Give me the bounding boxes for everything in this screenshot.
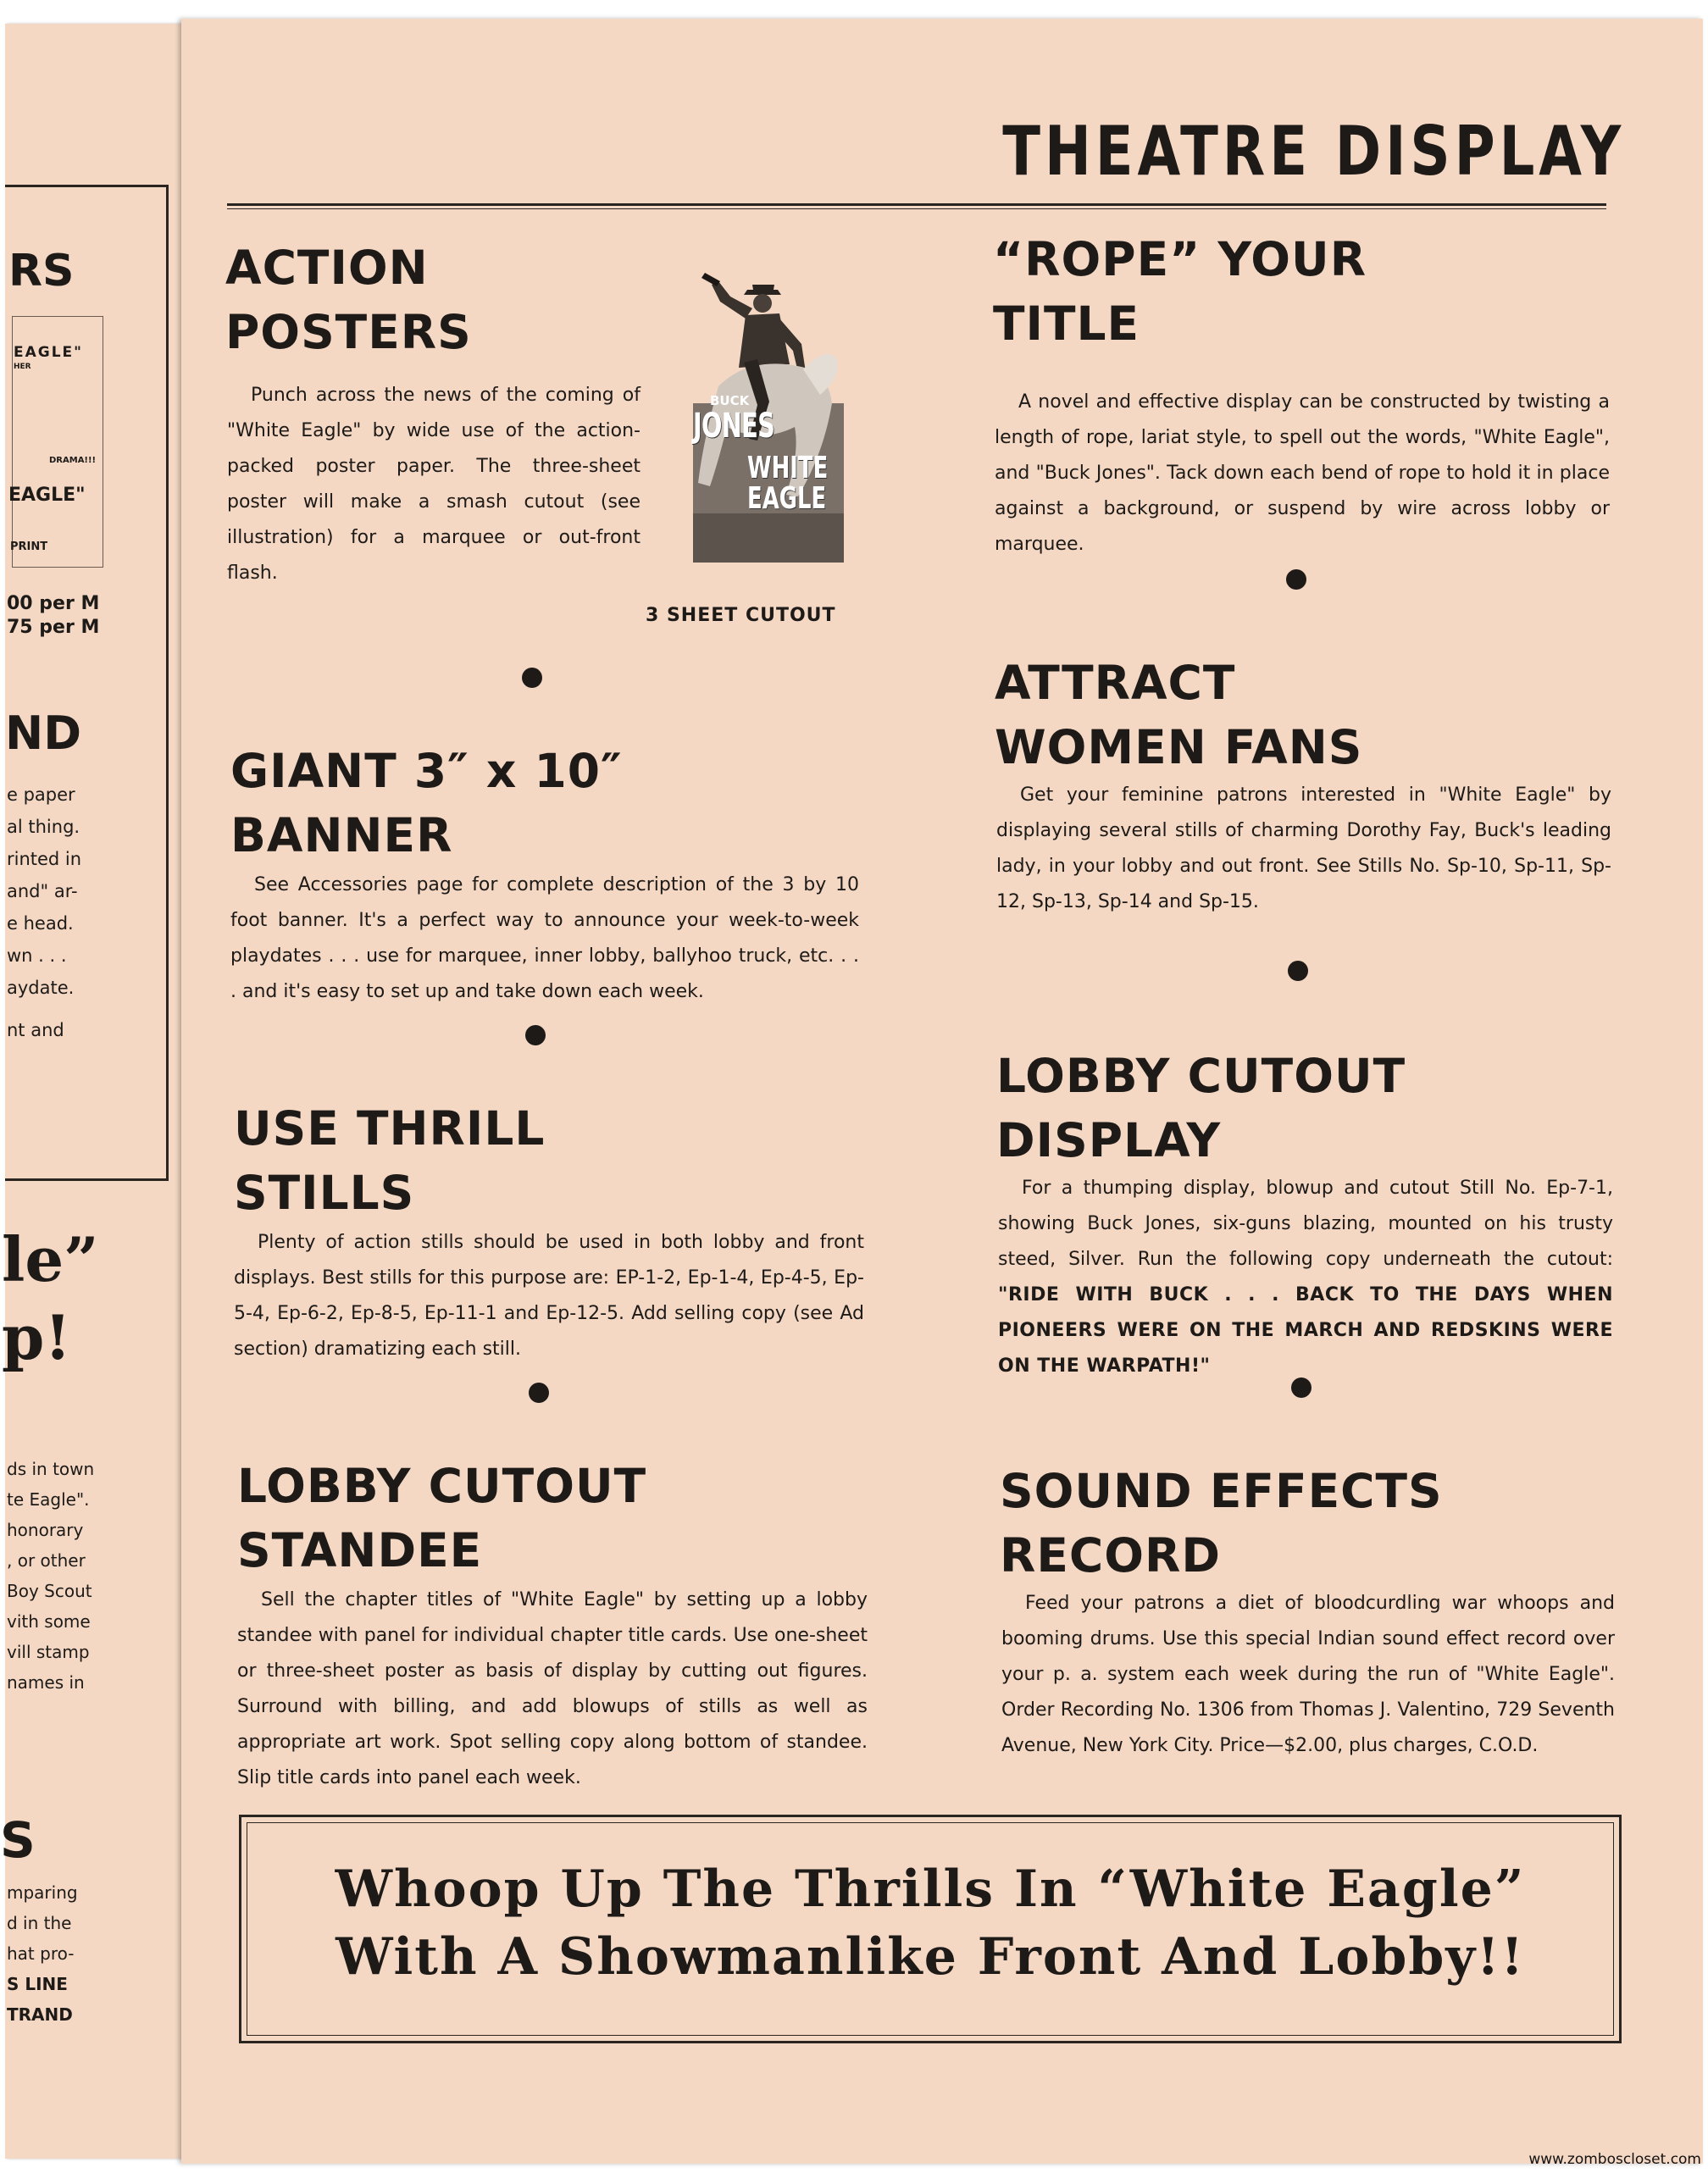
- poster-star-name: JONES: [693, 407, 775, 446]
- section-divider-bullet: [522, 668, 542, 688]
- three-sheet-poster-image: [693, 259, 844, 563]
- left-fragment: ND: [5, 707, 82, 760]
- left-fragment: HER: [14, 363, 31, 371]
- lobby-display-title: LOBBY CUTOUT DISPLAY: [996, 1049, 1406, 1167]
- left-fragment: DRAMA!!!: [49, 456, 97, 465]
- left-fragment: EAGLE": [14, 344, 84, 361]
- banner-slogan-line1: Whoop Up The Thrills In “White Eagle”: [335, 1860, 1526, 1919]
- giant-banner-title: GIANT 3″ x 10″ BANNER: [230, 744, 623, 862]
- women-fans-body: Get your feminine patrons interested in "White Eagle" by displaying several stills of charming Dorothy Fay, Buck's leading lady, in your lobby and out front. See Stills No. Sp-10, Sp-11, Sp-12, Sp-13, Sp-14 and Sp-15.: [996, 784, 1611, 912]
- left-fragment: and" ar-: [7, 881, 78, 901]
- lobby-display-body: [998, 1171, 1613, 1384]
- left-fragment: ds in town: [7, 1459, 95, 1479]
- poster-caption: 3 SHEET CUTOUT: [646, 605, 836, 626]
- action-posters-body: Punch across the news of the coming of "White Eagle" by wide use of the action-packed poster paper. The three-sheet poster will make a smash cutout (see illustration) for a marquee or out-front flash.: [227, 385, 640, 584]
- left-fragment: S: [0, 1811, 36, 1869]
- women-fans-title: ATTRACT WOMEN FANS: [995, 656, 1363, 774]
- left-fragment: aydate.: [7, 978, 75, 998]
- sound-effects-body: Feed your patrons a diet of bloodcurdling war whoops and booming drums. Use this special Indian sound effect record over your p. a. system each week during the run of "White Eagle". Order Recording No. 1306 from Thomas J. Valentino, 729 Seventh Avenue, New York City. Price—$2.00, plus charges, C.O.D.: [1001, 1593, 1615, 1756]
- pressbook-page: [181, 19, 1703, 2164]
- sound-effects-title: SOUND EFFECTS RECORD: [1000, 1464, 1443, 1583]
- lobby-standee-body: Sell the chapter titles of "White Eagle" by setting up a lobby standee with panel for individual chapter title cards. Use one-sheet or three-sheet poster as basis of display by cutting out figures. Surround with billing, and add blowups of stills as well as appropriate art work. Spot selling copy along bottom of standee. Slip title cards into panel each week.: [237, 1589, 868, 1788]
- left-fragment: rinted in: [7, 849, 82, 869]
- thrill-stills-body: Plenty of action stills should be used in both lobby and front displays. Best stills for this purpose are: EP-1-2, Ep-1-4, Ep-4-5, Ep-5-4, Ep-6-2, Ep-8-5, Ep-11-1 and Ep-12-5. Add selling copy (see Ad section) dramatizing each still.: [234, 1232, 864, 1360]
- left-fragment: EAGLE": [8, 485, 86, 506]
- lobby-display-body-text: For a thumping display, blowup and cutout Still No. Ep-7-1, showing Buck Jones, six-guns blazing, mounted on his trusty steed, Silver. Run the following copy underneath the cutout:: [998, 1178, 1613, 1270]
- left-fragment: e head.: [7, 913, 74, 934]
- left-fragment: p!: [2, 1301, 71, 1373]
- thrill-stills-title: USE THRILL STILLS: [234, 1101, 546, 1220]
- lobby-standee-title: LOBBY CUTOUT STANDEE: [237, 1459, 647, 1577]
- rope-title-title: “ROPE” YOUR TITLE: [993, 232, 1367, 351]
- left-fragment: vith some: [7, 1611, 91, 1632]
- left-fragment: Boy Scout: [7, 1581, 92, 1601]
- left-fragment: le”: [2, 1223, 99, 1295]
- poster-star-small: BUCK: [710, 393, 750, 408]
- left-fragment: d in the: [7, 1913, 72, 1933]
- left-fragment: e paper: [7, 784, 75, 805]
- section-divider-bullet: [1291, 1378, 1312, 1398]
- page-title: THEATRE DISPLAY: [1002, 112, 1625, 191]
- left-fragment: TRAND: [7, 2004, 73, 2025]
- left-fragment: te Eagle".: [7, 1489, 90, 1510]
- poster-title-line1: WHITE: [747, 451, 829, 485]
- action-posters-title: ACTION POSTERS: [225, 241, 472, 359]
- left-fragment: honorary: [7, 1520, 84, 1540]
- left-fragment: wn . . .: [7, 945, 67, 966]
- bottom-slogan-banner: [239, 1815, 1622, 2043]
- section-divider-bullet: [1288, 961, 1308, 981]
- left-fragment: PRINT: [10, 540, 48, 553]
- banner-slogan-line2: With A Showmanlike Front And Lobby!!: [336, 1927, 1525, 1987]
- watermark-credit: www.zomboscloset.com: [1528, 2151, 1701, 2168]
- left-fragment: vill stamp: [7, 1642, 90, 1662]
- left-fragment: S LINE: [7, 1974, 68, 1994]
- poster-title-line2: EAGLE: [747, 481, 827, 516]
- left-fragment: 75 per M: [7, 617, 100, 638]
- lobby-display-bold-copy: "RIDE WITH BUCK . . . BACK TO THE DAYS WHEN PIONEERS WERE ON THE MARCH AND REDSKINS WERE ON THE WARPATH!": [998, 1284, 1613, 1377]
- left-fragment: hat pro-: [7, 1943, 75, 1964]
- left-fragment: RS: [8, 246, 75, 297]
- left-fragment: , or other: [7, 1550, 86, 1571]
- giant-banner-body: See Accessories page for complete description of the 3 by 10 foot banner. It's a perfect way to announce your week-to-week playdates . . . use for marquee, inner lobby, ballyhoo truck, etc. . . . and it's easy to set up and take down each week.: [230, 874, 859, 1002]
- section-divider-bullet: [1286, 569, 1306, 590]
- left-fragment: names in: [7, 1672, 85, 1693]
- left-fragment: 00 per M: [7, 593, 100, 614]
- left-fragment: nt and: [7, 1020, 64, 1040]
- left-fragment: mparing: [7, 1882, 78, 1903]
- header-rule: [227, 203, 1606, 209]
- rope-title-body: A novel and effective display can be constructed by twisting a length of rope, lariat style, to spell out the words, "White Eagle", and "Buck Jones". Tack down each bend of rope to hold it in place against a background, or suspend by wire across lobby or marquee.: [995, 391, 1610, 555]
- section-divider-bullet: [525, 1025, 546, 1045]
- section-divider-bullet: [529, 1383, 549, 1403]
- left-fragment: al thing.: [7, 817, 80, 837]
